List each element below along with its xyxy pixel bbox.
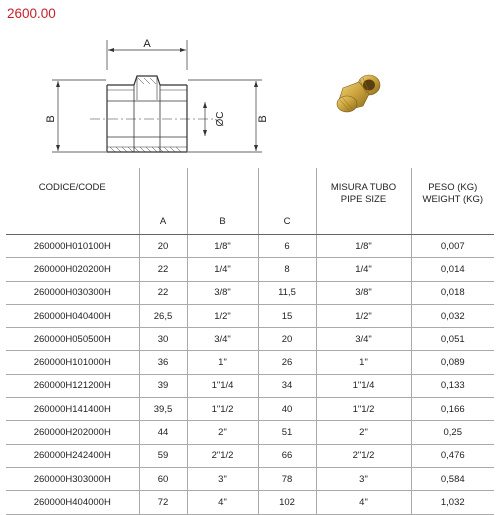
cell-code: 260000H141400H [6,398,139,421]
cell-weight: 0,007 [411,235,494,258]
cell-code: 260000H121200H [6,374,139,397]
header-text: B [219,216,226,227]
header-b [187,168,258,235]
cell-a: 30 [139,328,187,351]
cell-b: 1/4" [187,258,258,281]
header-text: WEIGHT (KG) [422,194,484,205]
cell-a: 60 [139,467,187,490]
cell-pipe-size: 3" [316,467,411,490]
cell-c: 102 [258,491,316,514]
cell-weight: 1,032 [411,491,494,514]
cell-a: 59 [139,444,187,467]
header-code [6,168,139,235]
cell-code: 260000H040400H [6,304,139,327]
cell-b: 2"1/2 [187,444,258,467]
cell-pipe-size: 1" [316,351,411,374]
cell-a: 39 [139,374,187,397]
cell-b: 3" [187,467,258,490]
header-c [258,168,316,235]
table-body [6,235,494,515]
table-row [6,491,494,514]
cell-c: 6 [258,235,316,258]
cell-a: 72 [139,491,187,514]
table-row [6,328,494,351]
cell-code: 260000H101000H [6,351,139,374]
header-text: PIPE SIZE [340,194,387,205]
table-row [6,281,494,304]
cell-weight: 0,476 [411,444,494,467]
cell-weight: 0,051 [411,328,494,351]
cell-b: 1" [187,351,258,374]
dimension-b-left-label: B [45,115,57,123]
cell-code: 260000H404000H [6,491,139,514]
table-row [6,304,494,327]
dimension-b-right-label: B [257,115,269,123]
dimension-a-label: A [143,38,151,50]
cell-b: 1"1/2 [187,398,258,421]
cell-c: 51 [258,421,316,444]
cell-pipe-size: 1/2" [316,304,411,327]
cell-code: 260000H242400H [6,444,139,467]
header-text: MISURA TUBO [330,182,397,193]
cell-a: 22 [139,258,187,281]
cell-code: 260000H030300H [6,281,139,304]
cell-b: 1"1/4 [187,374,258,397]
cell-c: 40 [258,398,316,421]
cell-b: 1/2" [187,304,258,327]
cell-code: 260000H050500H [6,328,139,351]
cell-a: 44 [139,421,187,444]
table-row [6,421,494,444]
cell-pipe-size: 2"1/2 [316,444,411,467]
cell-pipe-size: 4" [316,491,411,514]
cell-weight: 0,133 [411,374,494,397]
cell-a: 22 [139,281,187,304]
table-row [6,258,494,281]
cell-a: 26,5 [139,304,187,327]
specification-table [6,168,494,515]
cell-c: 8 [258,258,316,281]
header-text: CODICE/CODE [38,182,106,193]
cell-pipe-size: 1"1/4 [316,374,411,397]
header-weight [411,168,494,235]
cell-b: 2" [187,421,258,444]
header-pipe-size [316,168,411,235]
cell-weight: 0,014 [411,258,494,281]
cell-weight: 0,089 [411,351,494,374]
cell-pipe-size: 1/4" [316,258,411,281]
cell-weight: 0,032 [411,304,494,327]
table-row [6,374,494,397]
cell-c: 78 [258,467,316,490]
cell-pipe-size: 3/8" [316,281,411,304]
cell-pipe-size: 1"1/2 [316,398,411,421]
table-row [6,444,494,467]
cell-code: 260000H010100H [6,235,139,258]
cell-pipe-size: 2" [316,421,411,444]
cell-b: 4" [187,491,258,514]
cell-b: 3/8" [187,281,258,304]
header-a [139,168,187,235]
cell-code: 260000H202000H [6,421,139,444]
header-text: PESO (KG) [428,182,478,193]
header-text: A [159,216,167,227]
cell-code: 260000H020200H [6,258,139,281]
technical-drawing [40,30,270,160]
product-photo [333,72,383,116]
table-row [6,398,494,421]
cell-code: 260000H303000H [6,467,139,490]
dimension-c-label: ØC [215,111,226,127]
cell-c: 26 [258,351,316,374]
cell-c: 66 [258,444,316,467]
header-text: C [283,216,291,227]
cell-b: 1/8" [187,235,258,258]
cell-a: 36 [139,351,187,374]
cell-weight: 0,25 [411,421,494,444]
table-row [6,235,494,258]
cell-pipe-size: 3/4" [316,328,411,351]
cell-c: 34 [258,374,316,397]
cell-c: 11,5 [258,281,316,304]
cell-b: 3/4" [187,328,258,351]
cell-c: 20 [258,328,316,351]
table-row [6,351,494,374]
table-header-row [6,168,494,235]
table-row [6,467,494,490]
cell-c: 15 [258,304,316,327]
cell-pipe-size: 1/8" [316,235,411,258]
cell-weight: 0,584 [411,467,494,490]
cell-weight: 0,166 [411,398,494,421]
cell-weight: 0,018 [411,281,494,304]
cell-a: 20 [139,235,187,258]
cell-a: 39,5 [139,398,187,421]
product-code-title: 2600.00 [7,6,56,21]
